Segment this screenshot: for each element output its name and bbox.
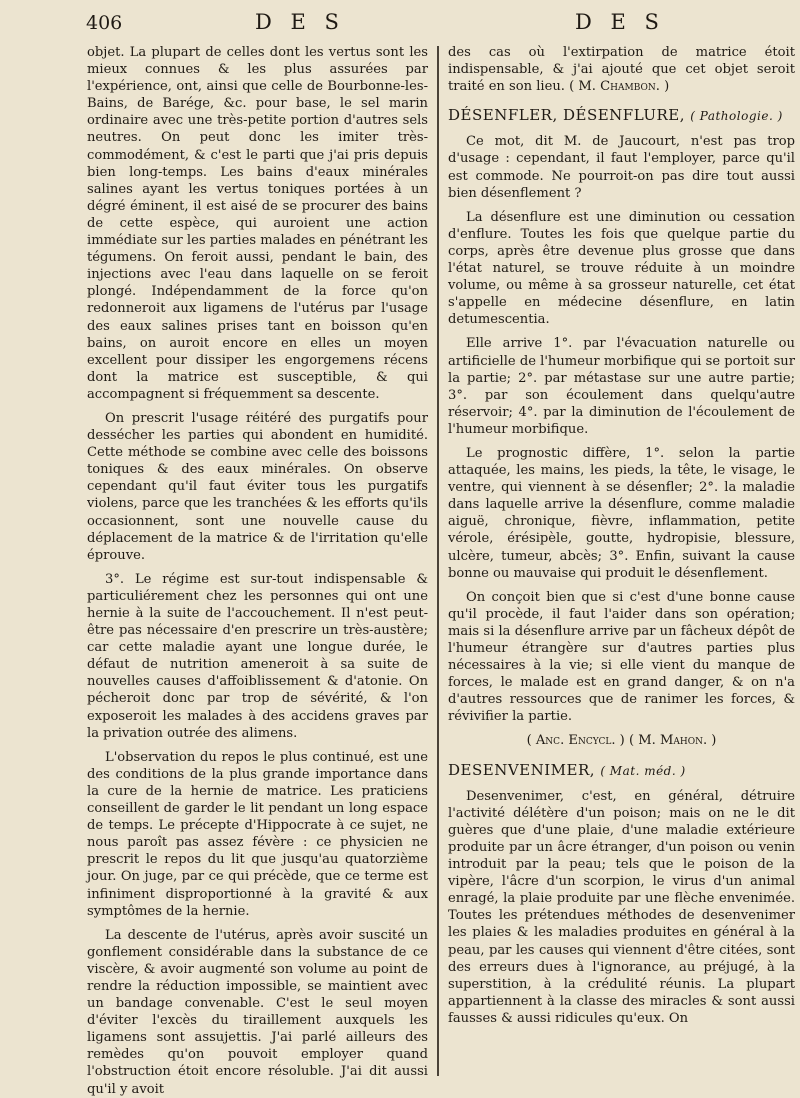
paragraph: On prescrit l'usage réitéré des purgatifs pour dessécher les parties qui abondent en humidité. Cette méthode se combine avec celle des boissons toniques & des eaux minérales. On observe cependant qu'il faut éviter tous les purgatifs violens, parce que les tranchées & les efforts qu'ils occasionnent, sont une nouvelle cause du déplacement de la matrice & de l'irritation qu'elle éprouve.: [87, 410, 428, 563]
paragraph: On conçoit bien que si c'est d'une bonne cause qu'il procède, il faut l'aider dans son opération; mais si la désenflure arrive par un fâcheux dépôt de l'humeur étrangère sur d'autres parties plus nécessaires à la vie; si elle vient du manque de forces, le malade est en grand danger, & on n'a d'autres ressources que de ranimer les forces, & révivifier la partie.: [448, 589, 795, 725]
paragraph: [448, 44, 795, 95]
paragraph: Desenvenimer, c'est, en général, détruire l'activité délétère d'un poison; mais on ne le dit guères que d'une plaie, d'une maladie extérieure produite par un âcre étranger, d'un poison ou venin introduit par la peau; tels que le poison de la vipère, l'âcre d'un scorpion, le virus d'un animal enragé, la plaie produite par une flèche envenimée. Toutes les prétendues méthodes de desenvenimer les plaies & les maladies produites en général à la peau, par les causes qui viennent d'être citées, sont des erreurs dues à l'ignorance, au préjugé, à la superstition, à la crédulité réunis. La plupart appartiennent à la classe des miracles & sont aussi fausses & aussi ridicules qu'eux. On: [448, 788, 795, 1026]
entry-category: ( Mat. méd. ): [600, 763, 686, 778]
column-divider: [437, 46, 439, 1076]
entry-heading-desenvenimer: [448, 762, 795, 780]
paragraph: Le prognostic diffère, 1°. selon la partie attaquée, les mains, les pieds, la tête, le visage, le ventre, qui viennent à se désenfler; 2°. la maladie dans laquelle arrive la désenflure, comme maladie aiguë, chronique, fièvre, inflammation, petite vérole, érésipèle, goutte, hydropisie, blessure, ulcère, tumeur, abcès; 3°. Enfin, suivant la cause bonne ou mauvaise qui produit le désenflement.: [448, 445, 795, 581]
paragraph: Elle arrive 1°. par l'évacuation naturelle ou artificielle de l'humeur morbifique qui se portoit sur la partie; 2°. par métastase sur une autre partie; 3°. par son écoulement dans quelqu'autre réservoir; 4°. par la diminution de l'écoulement de l'humeur morbifique.: [448, 336, 795, 437]
left-column: [87, 44, 428, 1097]
author-credit: ( M. Chambon. ): [569, 79, 670, 95]
continuation-text: des cas où l'extirpation de matrice étoit indispensable, & j'ai ajouté que cet objet seroit traité en son lieu.: [448, 45, 795, 95]
right-column: [448, 44, 795, 1084]
right-running-head: D E S: [575, 10, 665, 34]
paragraph: La désenflure est une diminution ou cessation d'enflure. Toutes les fois que quelque partie du corps, après être devenue plus grosse que dans l'état naturel, se trouve réduite à un moindre volume, ou même à sa grosseur naturelle, cet état s'appelle en médecine désenflure, en latin detumescentia.: [448, 209, 795, 328]
paragraph: 3°. Le régime est sur-tout indispensable & particuliérement chez les personnes qui ont une hernie à la suite de l'accouchement. Il n'est peut-être pas nécessaire d'en prescrire un très-austère; car cette maladie ayant une longue durée, le défaut de nutrition ameneroit à sa suite de nouvelles causes d'affoiblissement & d'atonie. On pécheroit donc par trop de sévérité, & l'on exposeroit les malades à des accidens graves par la privation outrée des alimens.: [87, 571, 428, 741]
entry-category: ( Pathologie. ): [690, 109, 783, 124]
entry-heading-desenfler: [448, 107, 795, 125]
entry-title: DESENVENIMER,: [448, 760, 596, 779]
left-running-head: D E S: [255, 10, 345, 34]
page-number: 406: [86, 12, 123, 34]
entry-title: DÉSENFLER, DÉSENFLURE,: [448, 106, 686, 125]
paragraph: objet. La plupart de celles dont les vertus sont les mieux connues & les plus assurées par l'expérience, ont, ainsi que celle de Bourbonne-les-Bains, de Barége, &c. pour base, le sel marin ordinaire avec une très-petite portion d'autres sels neutres. On peut donc les imiter très-commodément, & c'est le parti que j'ai pris depuis bien long-temps. Les bains d'eaux minérales salines ayant les vertus toniques portées à un dégré éminent, il est aisé de se procurer des bains de cette espèce, qui auroient une action immédiate sur les parties malades en pénétrant les tégumens. On feroit aussi, pendant le bain, des injections avec l'eau dans laquelle on se feroit plongé. Indépendamment de la force qu'on redonneroit aux ligamens de l'utérus par l'usage des eaux salines prises tant en boisson qu'en bains, on auroit encore en elles un moyen excellent pour dissiper les engorgemens récens dont la matrice est susceptible, & qui accompagnent si fréquemment sa descente.: [87, 45, 428, 402]
paragraph: La descente de l'utérus, après avoir suscité un gonflement considérable dans la substance de ce viscère, & avoir augmenté son volume au point de rendre la réduction impossible, se maintient avec un bandage convenable. C'est le seul moyen d'éviter l'excès du tiraillement auxquels les ligamens sont assujettis. J'ai parlé ailleurs des remèdes qu'on pouvoit employer quand l'obstruction étoit encore résoluble. J'ai dit aussi qu'il y avoit: [87, 927, 428, 1097]
paragraph: L'observation du repos le plus continué, est une des conditions de la plus grande importance dans la cure de la hernie de matrice. Les praticiens conseillent de garder le lit pendant un long espace de temps. Le précepte d'Hippocrate à ce sujet, ne nous paroît pas assez févère : ce physicien ne prescrit le repos du lit que jusqu'au quatorzième jour. On juge, par ce qui précède, que ce terme est infiniment disproportionné à la gravité & aux symptômes de la hernie.: [87, 749, 428, 919]
running-header: [0, 10, 800, 40]
paragraph: Ce mot, dit M. de Jaucourt, n'est pas trop d'usage : cependant, il faut l'employer, parce qu'il est commode. Ne pourroit-on pas dire tout aussi bien désenflement ?: [448, 134, 795, 201]
author-credit: ( Anc. Encycl. ) ( M. Mahon. ): [526, 733, 717, 749]
